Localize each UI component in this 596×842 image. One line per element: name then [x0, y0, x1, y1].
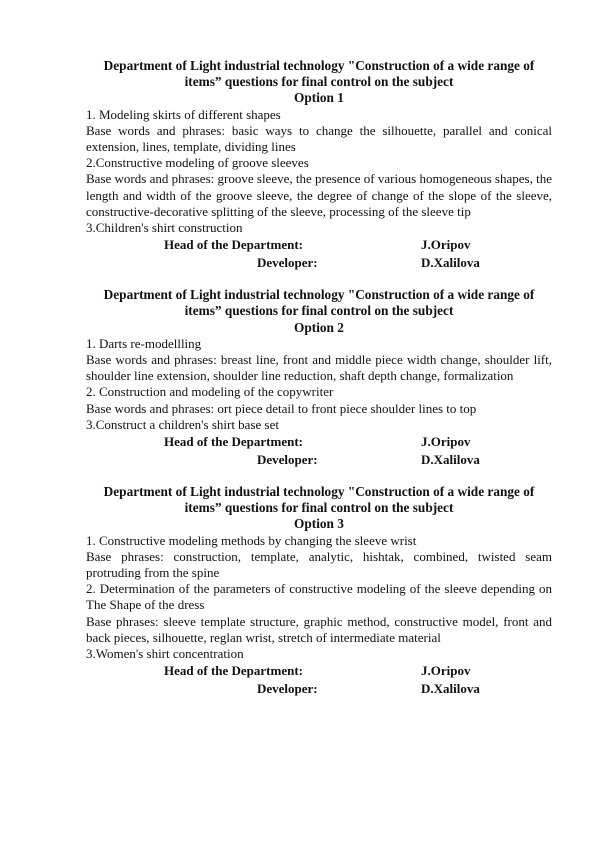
- question-1: 1. Darts re-modellling: [86, 335, 202, 351]
- question-2-keywords: Base words and phrases: groove sleeve, the presence of various homogeneous shapes, the length and width of the groove sleeve, the degree of change of the slope of the sleeve, constructive-decorative splitting of the sleeve, processing of the sleeve tip: [86, 171, 552, 219]
- question-3: 3.Construct a children's shirt base set: [86, 416, 279, 432]
- head-name: J.Oripov: [421, 434, 471, 450]
- question-2: 2. Construction and modeling of the copywriter: [86, 384, 334, 400]
- department-title-line-1: Department of Light industrial technology "Construction of a wide range of: [103, 58, 535, 73]
- developer-signature-row: [86, 451, 552, 469]
- department-title-line-2: items” questions for final control on the subject: [184, 303, 454, 319]
- question-2-keywords: Base phrases: sleeve template structure, graphic method, constructive model, front and back pieces, silhouette, reglan wrist, stretch of intermediate material: [86, 613, 552, 645]
- head-signature-row: [86, 236, 552, 254]
- question-2: 2.Constructive modeling of groove sleeves: [86, 155, 309, 171]
- department-title-line-1: Department of Light industrial technology "Construction of a wide range of: [103, 484, 535, 500]
- head-name: J.Oripov: [421, 237, 471, 253]
- exam-document: [86, 58, 552, 713]
- option-1-block: [86, 58, 552, 271]
- question-3: 3.Children's shirt construction: [86, 220, 243, 236]
- question-2-keywords: Base words and phrases: ort piece detail to front piece shoulder lines to top: [86, 400, 477, 416]
- department-title-line-1: Department of Light industrial technology "Construction of a wide range of: [103, 287, 535, 303]
- developer-name: D.Xalilova: [421, 451, 480, 467]
- question-1: 1. Modeling skirts of different shapes: [86, 106, 281, 122]
- option-label: Option 2: [294, 319, 344, 335]
- head-label: Head of the Department:: [164, 237, 303, 253]
- head-label: Head of the Department:: [164, 663, 303, 679]
- head-signature-row: [86, 433, 552, 451]
- department-title-line-2: items” questions for final control on the subject: [184, 74, 454, 90]
- head-label: Head of the Department:: [164, 434, 303, 450]
- question-2: 2. Determination of the parameters of constructive modeling of the sleeve depending on The Shape of the dress: [86, 581, 552, 613]
- option-label: Option 3: [294, 516, 344, 532]
- option-3-block: [86, 484, 552, 697]
- developer-name: D.Xalilova: [421, 254, 480, 270]
- question-3: 3.Women's shirt concentration: [86, 646, 244, 662]
- developer-label: Developer:: [257, 680, 318, 696]
- developer-label: Developer:: [257, 254, 318, 270]
- question-1-keywords: Base words and phrases: basic ways to change the silhouette, parallel and conical extension, lines, template, dividing lines: [86, 122, 552, 155]
- department-title-line-2: items” questions for final control on the subject: [184, 500, 454, 516]
- question-1-keywords: Base words and phrases: breast line, front and middle piece width change, shoulder lift, shoulder line extension, shoulder line reduction, shaft depth change, formalization: [86, 352, 552, 384]
- option-label: Option 1: [294, 90, 344, 106]
- developer-label: Developer:: [257, 451, 318, 467]
- developer-name: D.Xalilova: [421, 680, 480, 696]
- developer-signature-row: [86, 254, 552, 272]
- option-2-block: [86, 287, 552, 468]
- developer-signature-row: [86, 680, 552, 698]
- question-1: 1. Constructive modeling methods by changing the sleeve wrist: [86, 532, 417, 548]
- head-signature-row: [86, 662, 552, 680]
- question-1-keywords: Base phrases: construction, template, analytic, hishtak, combined, twisted seam protruding from the spine: [86, 548, 552, 581]
- head-name: J.Oripov: [421, 663, 471, 679]
